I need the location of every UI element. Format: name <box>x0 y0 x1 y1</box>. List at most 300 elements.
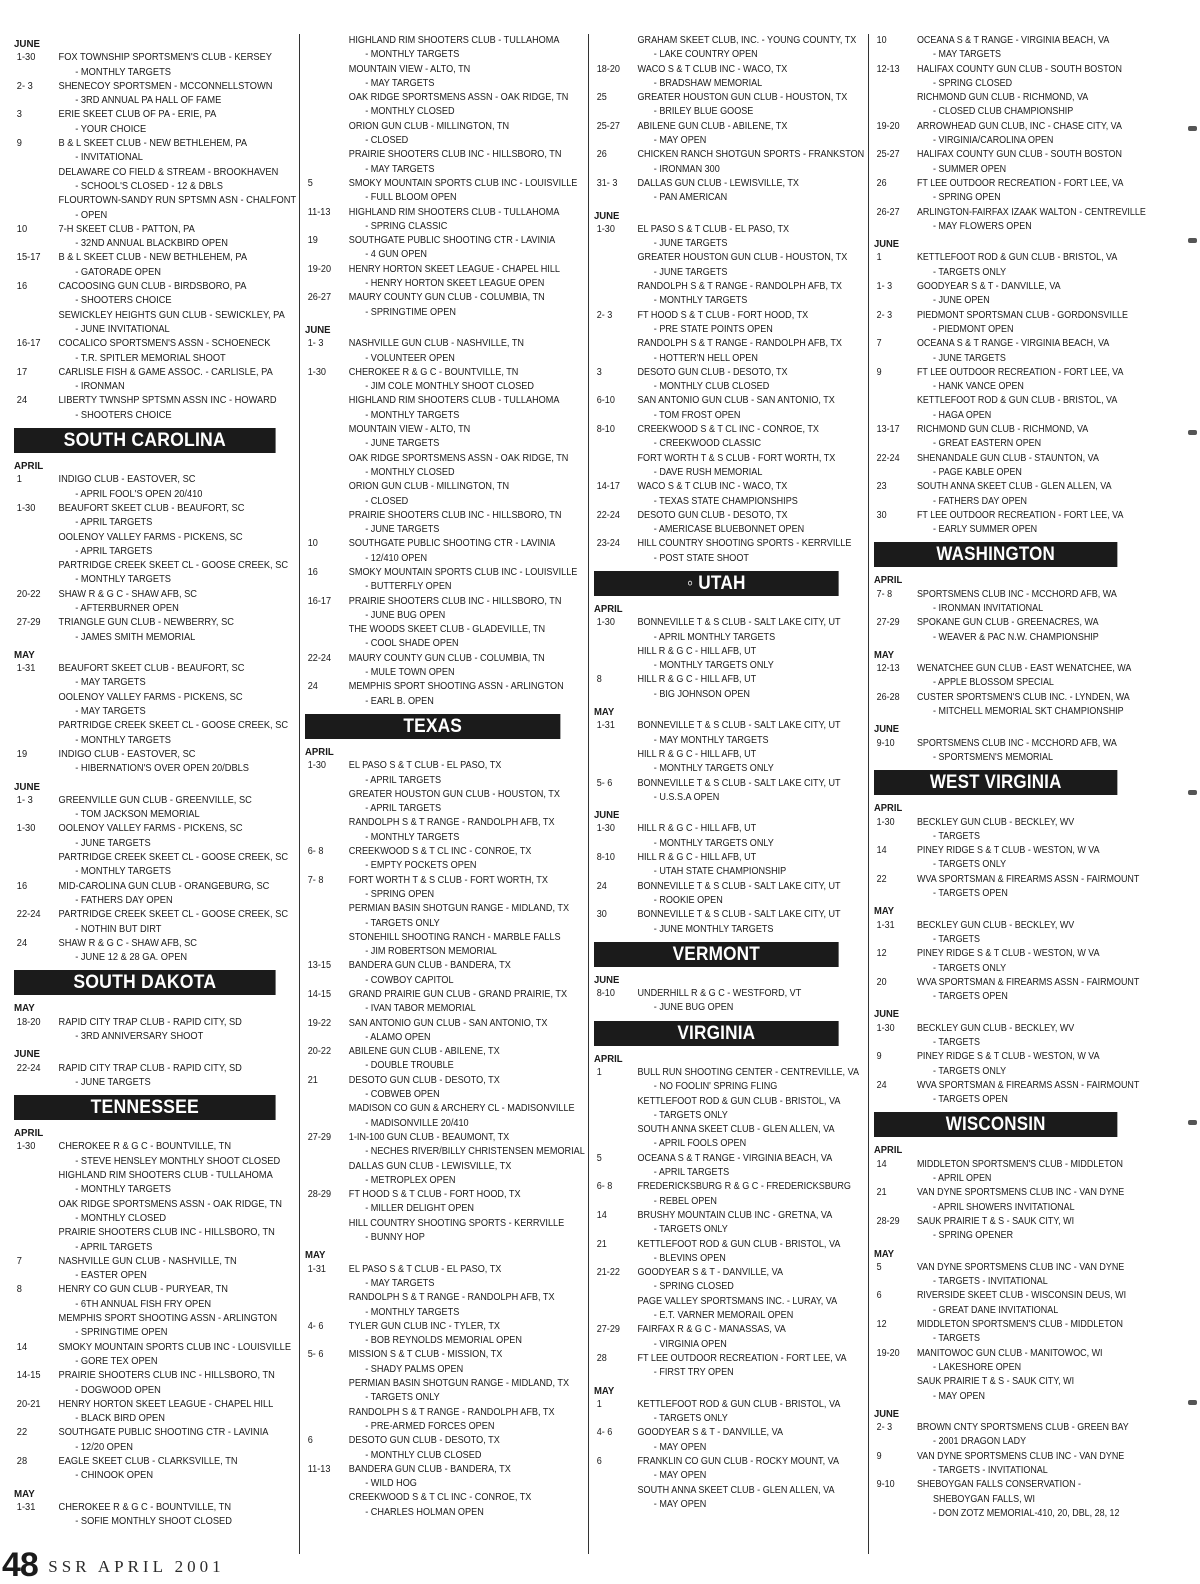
event-date: 22 <box>16 1427 28 1439</box>
event-title: - UTAH STATE CHAMPIONSHIP <box>653 866 787 878</box>
event-entry <box>594 1426 839 1455</box>
event-entry <box>305 931 560 960</box>
event-entry <box>14 1016 276 1045</box>
club-name: HIGHLAND RIM SHOOTERS CLUB - TULLAHOMA <box>348 395 560 407</box>
event-date: 19-20 <box>307 263 332 275</box>
club-name: OCEANA S & T RANGE - VIRGINIA BEACH, VA <box>916 338 1110 350</box>
club-name: EAGLE SKEET CLUB - CLARKSVILLE, TN <box>58 1456 238 1468</box>
event-title: - TARGETS ONLY <box>933 1065 1007 1077</box>
club-name: KETTLEFOOT ROD & GUN CLUB - BRISTOL, VA <box>916 252 1118 264</box>
event-title: - APRIL TARGETS <box>75 545 153 557</box>
event-date: 6 <box>596 1456 602 1468</box>
event-entry <box>305 759 560 788</box>
event-entry <box>874 1318 1123 1347</box>
club-name: BROWN CNTY SPORTSMENS CLUB - GREEN BAY <box>916 1422 1129 1434</box>
event-title: - MONTHLY TARGETS <box>365 831 460 843</box>
month-heading: APRIL <box>14 460 44 473</box>
event-date: 8-10 <box>596 988 615 1000</box>
event-date: 5- 6 <box>596 777 613 789</box>
month-heading: APRIL <box>14 1127 44 1140</box>
month-heading: JUNE <box>14 1048 40 1061</box>
club-name: VAN DYNE SPORTSMENS CLUB INC - VAN DYNE <box>916 1450 1125 1462</box>
month-heading: JUNE <box>874 238 900 251</box>
event-entry <box>14 880 276 909</box>
event-title: - HOTTER'N HELL OPEN <box>653 352 758 364</box>
event-title: - DON ZOTZ MEMORIAL-410, 20, DBL, 28, 12 <box>933 1507 1120 1519</box>
event-entry <box>594 719 839 748</box>
event-title: - NECHES RIVER/BILLY CHRISTENSEN MEMORIAL <box>365 1146 585 1158</box>
event-date: 30 <box>596 909 607 921</box>
event-date: 14 <box>876 1158 887 1170</box>
event-title: - MONTHLY TARGETS <box>365 1306 460 1318</box>
state-heading <box>14 970 276 995</box>
event-title: - PAGE KABLE OPEN <box>933 466 1022 478</box>
event-date: 1- 3 <box>876 281 893 293</box>
event-date: 7- 8 <box>876 588 893 600</box>
event-date: 1-31 <box>307 1263 326 1275</box>
event-entry <box>305 623 560 652</box>
club-name: PRAIRIE SHOOTERS CLUB INC - HILLSBORO, TN <box>58 1227 275 1239</box>
club-name: NASHVILLE GUN CLUB - NASHVILLE, TN <box>348 338 524 350</box>
event-entry <box>305 652 560 681</box>
event-date: 14-15 <box>307 989 332 1000</box>
club-name: BECKLEY GUN CLUB - BECKLEY, WV <box>916 919 1075 931</box>
event-entry <box>14 1062 276 1091</box>
event-date: 2- 3 <box>16 80 33 92</box>
event-date: 1-30 <box>307 366 326 378</box>
club-name: BEAUFORT SKEET CLUB - BEAUFORT, SC <box>58 502 245 514</box>
event-date: 21 <box>307 1074 318 1086</box>
event-entry <box>874 423 1117 452</box>
event-title: - AMERICASE BLUEBONNET OPEN <box>653 524 805 536</box>
event-title: - APRIL SHOWERS INVITATIONAL <box>933 1201 1075 1213</box>
event-title: - PAN AMERICAN <box>653 192 728 204</box>
club-name: FRANKLIN CO GUN CLUB - ROCKY MOUNT, VA <box>637 1456 840 1468</box>
club-name: RICHMOND GUN CLUB - RICHMOND, VA <box>916 92 1089 104</box>
event-title: - SPRING OPENER <box>933 1230 1014 1242</box>
event-entry <box>874 1375 1117 1404</box>
event-entry <box>14 1312 276 1341</box>
event-title: - 2001 DRAGON LADY <box>933 1436 1027 1448</box>
club-name: BECKLEY GUN CLUB - BECKLEY, WV <box>916 1022 1075 1034</box>
event-date: 1-30 <box>307 760 326 772</box>
event-title: - JIM ROBERTSON MEMORIAL <box>365 946 497 958</box>
event-date: 6- 8 <box>307 846 324 858</box>
month-heading: JUNE <box>874 723 900 736</box>
month-heading: JUNE <box>594 973 620 986</box>
event-entry <box>305 1406 560 1435</box>
event-title: - U.S.S.A OPEN <box>653 791 720 803</box>
event-entry <box>14 108 276 137</box>
club-name: UNDERHILL R & G C - WESTFORD, VT <box>637 988 802 1000</box>
event-entry <box>14 337 276 366</box>
event-entry <box>305 63 560 92</box>
club-name: GREATER HOUSTON GUN CLUB - HOUSTON, TX <box>637 252 848 264</box>
event-title: - CLOSED <box>365 135 409 147</box>
event-title: - REBEL OPEN <box>653 1195 717 1207</box>
event-entry <box>594 645 839 674</box>
event-entry <box>14 251 276 280</box>
club-name: ERIE SKEET CLUB OF PA - ERIE, PA <box>58 109 217 121</box>
event-entry <box>874 177 1124 206</box>
event-entry <box>305 988 568 1017</box>
event-date: 15-17 <box>16 252 41 264</box>
event-title: - MONTHLY TARGETS <box>75 866 171 878</box>
event-title: - BRILEY BLUE GOOSE <box>653 106 754 118</box>
club-name: B & L SKEET CLUB - NEW BETHLEHEM, PA <box>58 138 248 150</box>
club-name: ABILENE GUN CLUB - ABILENE, TX <box>348 1046 500 1058</box>
event-entry <box>874 1421 1129 1450</box>
event-entry <box>305 845 560 874</box>
event-title: - MONTHLY TARGETS ONLY <box>653 660 774 672</box>
event-title: - OPEN <box>75 209 108 221</box>
state-heading <box>14 1095 276 1120</box>
event-entry <box>14 137 276 166</box>
event-date: 6 <box>307 1435 313 1447</box>
event-entry <box>874 148 1122 177</box>
event-title: - MAY OPEN <box>653 135 707 147</box>
event-entry <box>594 748 839 777</box>
club-name: RAPID CITY TRAP CLUB - RAPID CITY, SD <box>58 1062 242 1074</box>
event-date: 19 <box>16 748 28 760</box>
event-title: - APRIL TARGETS <box>365 774 442 786</box>
event-entry <box>14 937 276 966</box>
event-date: 14-17 <box>596 481 620 493</box>
event-title: - COOL SHADE OPEN <box>365 638 459 650</box>
club-name: SPORTSMENS CLUB INC - MCCHORD AFB, WA <box>916 737 1117 749</box>
event-entry <box>14 1455 276 1484</box>
club-name: SMOKY MOUNTAIN SPORTS CLUB INC - LOUISVILLE <box>348 177 578 189</box>
event-date: 6-10 <box>596 395 615 407</box>
event-entry <box>594 1066 860 1095</box>
month-heading: MAY <box>14 1487 35 1500</box>
event-date: 4- 6 <box>596 1427 613 1439</box>
event-title: - MAY FLOWERS OPEN <box>933 220 1032 232</box>
column-divider <box>868 34 869 1554</box>
event-date: 25-27 <box>876 149 900 161</box>
state-name: SOUTH CAROLINA <box>63 430 226 452</box>
club-name: KETTLEFOOT ROD & GUN CLUB - BRISTOL, VA <box>916 395 1118 407</box>
club-name: GREATER HOUSTON GUN CLUB - HOUSTON, TX <box>637 92 848 104</box>
state-name: VIRGINIA <box>677 1022 756 1044</box>
event-title: - NOTHIN BUT DIRT <box>75 923 162 935</box>
month-heading: JUNE <box>594 809 620 822</box>
event-entry <box>305 1188 560 1217</box>
month-heading: JUNE <box>594 209 620 222</box>
event-date: 1-30 <box>16 52 36 64</box>
event-title: - APRIL MONTHLY TARGETS <box>653 631 776 643</box>
state-heading <box>874 542 1117 567</box>
event-title: - MAY OPEN <box>653 1470 707 1482</box>
event-entry <box>305 91 569 120</box>
event-date: 7- 8 <box>307 874 324 886</box>
event-entry <box>874 1079 1140 1108</box>
event-date: 27-29 <box>596 1324 620 1336</box>
event-title: - TARGETS ONLY <box>653 1109 728 1121</box>
event-entry <box>594 423 839 452</box>
event-entry <box>594 1209 839 1238</box>
event-date: 5 <box>596 1152 602 1164</box>
event-entry <box>594 91 848 120</box>
event-date: 25 <box>596 92 607 104</box>
event-entry <box>14 822 276 851</box>
event-entry <box>14 1140 281 1169</box>
event-date: 23 <box>876 481 887 493</box>
column-divider <box>299 34 300 1554</box>
event-title: - WEAVER & PAC N.W. CHAMPIONSHIP <box>933 631 1099 643</box>
event-entry <box>14 1226 276 1255</box>
event-entry <box>305 1463 560 1492</box>
event-entry <box>594 1352 847 1381</box>
event-title: - SUMMER OPEN <box>933 163 1007 175</box>
club-name: SHEBOYGAN FALLS CONSERVATION - <box>916 1479 1082 1491</box>
club-name: BECKLEY GUN CLUB - BECKLEY, WV <box>916 816 1075 828</box>
event-title: - BLACK BIRD OPEN <box>75 1413 165 1425</box>
event-date: 21 <box>876 1187 887 1199</box>
event-title: - MONTHLY TARGETS <box>365 409 460 421</box>
event-title: - METROPLEX OPEN <box>365 1174 456 1186</box>
event-title: - BOB REYNOLDS MEMORIAL OPEN <box>365 1335 522 1347</box>
club-name: HIGHLAND RIM SHOOTERS CLUB - TULLAHOMA <box>348 35 560 46</box>
event-title: - TARGETS <box>933 933 980 945</box>
event-title: - MAY OPEN <box>653 1441 707 1453</box>
club-name: BANDERA GUN CLUB - BANDERA, TX <box>348 960 511 972</box>
event-entry <box>305 902 570 931</box>
event-entry <box>874 206 1146 235</box>
month-heading: JUNE <box>874 1008 900 1021</box>
event-title: - JUNE TARGETS <box>653 266 728 278</box>
event-date: 18-20 <box>16 1016 41 1028</box>
state-name: WASHINGTON <box>936 544 1055 566</box>
event-entry <box>305 120 560 149</box>
event-date: 27-29 <box>876 617 900 629</box>
event-entry <box>594 537 852 566</box>
event-entry <box>594 223 839 252</box>
event-title: - JUNE TARGETS <box>365 438 440 450</box>
event-entry <box>594 1095 839 1124</box>
state-name: TEXAS <box>403 715 463 737</box>
event-entry <box>14 851 289 880</box>
club-name: CHEROKEE R & G C - BOUNTVILLE, TN <box>58 1141 232 1153</box>
club-name: SOUTH ANNA SKEET CLUB - GLEN ALLEN, VA <box>916 481 1112 493</box>
club-name: BONNEVILLE T & S CLUB - SALT LAKE CITY, UT <box>637 617 841 629</box>
margin-mark <box>1188 430 1197 435</box>
club-name: MID-CAROLINA GUN CLUB - ORANGEBURG, SC <box>58 880 270 892</box>
event-entry <box>594 366 839 395</box>
club-name: ABILENE GUN CLUB - ABILENE, TX <box>637 120 788 132</box>
state-heading <box>874 1112 1117 1137</box>
event-date: 26-28 <box>876 691 900 703</box>
month-heading: MAY <box>594 1384 615 1397</box>
club-name: SOUTHGATE PUBLIC SHOOTING CTR - LAVINIA <box>58 1427 269 1439</box>
event-entry <box>14 794 276 823</box>
calendar-column-2 <box>305 34 585 1520</box>
event-entry <box>305 1491 560 1520</box>
event-entry <box>874 1289 1127 1318</box>
event-entry <box>874 588 1117 617</box>
event-date: 14-15 <box>16 1370 41 1382</box>
state-heading <box>14 428 276 453</box>
event-date: 28 <box>16 1456 28 1468</box>
club-name: SAN ANTONIO GUN CLUB - SAN ANTONIO, TX <box>637 395 835 407</box>
event-entry <box>14 366 276 395</box>
event-title: - SHOOTERS CHOICE <box>75 409 172 421</box>
event-entry <box>305 874 560 903</box>
club-name: WACO S & T CLUB INC - WACO, TX <box>637 481 788 493</box>
event-entry <box>14 80 276 109</box>
event-title: - TARGETS ONLY <box>653 1413 728 1425</box>
event-title: - PIEDMONT OPEN <box>933 323 1014 335</box>
event-entry <box>14 908 289 937</box>
month-heading: MAY <box>14 648 35 661</box>
event-entry <box>14 1255 276 1284</box>
club-name: MANITOWOC GUN CLUB - MANITOWOC, WI <box>916 1347 1103 1359</box>
club-name: THE WOODS SKEET CLUB - GLADEVILLE, TN <box>348 624 546 636</box>
event-entry <box>594 777 839 806</box>
month-heading: APRIL <box>594 1052 623 1065</box>
column-divider <box>588 34 589 1554</box>
event-date: 1-30 <box>596 223 615 235</box>
event-title: - MONTHLY TARGETS <box>365 49 460 61</box>
event-date: 26 <box>596 149 607 161</box>
event-entry <box>305 452 569 481</box>
event-date: 1- 3 <box>307 338 324 350</box>
event-title: - PRE-ARMED FORCES OPEN <box>365 1420 495 1432</box>
event-title: - MILLER DELIGHT OPEN <box>365 1203 475 1215</box>
state-heading <box>594 1021 839 1046</box>
state-name: SOUTH DAKOTA <box>73 972 217 994</box>
month-heading: MAY <box>874 905 895 918</box>
event-title: - SCHOOL'S CLOSED - 12 & DBLS <box>75 180 223 192</box>
event-entry <box>14 502 276 531</box>
club-name: HIGHLAND RIM SHOOTERS CLUB - TULLAHOMA <box>58 1170 273 1182</box>
event-date: 16 <box>16 880 28 892</box>
club-name: MISSION S & T CLUB - MISSION, TX <box>348 1349 503 1361</box>
club-name: SAN ANTONIO GUN CLUB - SAN ANTONIO, TX <box>348 1017 548 1029</box>
event-date: 10 <box>876 35 887 46</box>
margin-mark <box>1188 790 1197 795</box>
club-name: NASHVILLE GUN CLUB - NASHVILLE, TN <box>58 1255 237 1267</box>
club-name: OAK RIDGE SPORTSMENS ASSN - OAK RIDGE, TN <box>348 92 569 104</box>
event-entry <box>305 366 560 395</box>
club-name: MADISON CO GUN & ARCHERY CL - MADISONVILLE <box>348 1103 575 1115</box>
month-heading: APRIL <box>874 802 903 815</box>
event-entry <box>14 1398 276 1427</box>
event-date: 1-31 <box>16 663 36 675</box>
event-entry <box>594 822 839 851</box>
event-entry <box>305 1320 560 1349</box>
club-name: FLOURTOWN-SANDY RUN SPTSMN ASN - CHALFONT <box>58 195 297 207</box>
club-name: PARTRIDGE CREEK SKEET CL - GOOSE CREEK, SC <box>58 909 289 921</box>
event-entry <box>305 1434 560 1463</box>
event-title: - MONTHLY CLUB CLOSED <box>365 1449 482 1461</box>
event-date: 24 <box>596 880 607 892</box>
club-name: ARLINGTON-FAIRFAX IZAAK WALTON - CENTREVILLE <box>916 206 1146 218</box>
event-title: - ROOKIE OPEN <box>653 894 723 906</box>
event-date: 27-29 <box>16 617 41 629</box>
club-name: PRAIRIE SHOOTERS CLUB INC - HILLSBORO, TN <box>348 595 562 607</box>
club-name: PARTRIDGE CREEK SKEET CL - GOOSE CREEK, SC <box>58 560 289 572</box>
club-name: SEWICKLEY HEIGHTS GUN CLUB - SEWICKLEY, PA <box>58 309 285 321</box>
event-date: 24 <box>16 395 28 407</box>
event-entry <box>305 1377 570 1406</box>
event-entry <box>594 1123 839 1152</box>
event-title: - JIM COLE MONTHLY SHOOT CLOSED <box>365 381 534 393</box>
club-name: SOUTHGATE PUBLIC SHOOTING CTR - LAVINIA <box>348 235 556 247</box>
event-entry <box>305 509 560 538</box>
event-entry <box>14 1198 282 1227</box>
club-name: KETTLEFOOT ROD & GUN CLUB - BRISTOL, VA <box>637 1238 841 1250</box>
event-title: - SPORTSMEN'S MEMORIAL <box>933 751 1053 763</box>
event-entry <box>594 851 839 880</box>
event-entry <box>874 1215 1117 1244</box>
event-title: - BUNNY HOP <box>365 1232 425 1244</box>
club-name: WVA SPORTSMAN & FIREARMS ASSN - FAIRMOUNT <box>916 873 1140 885</box>
club-name: DALLAS GUN CLUB - LEWISVILLE, TX <box>348 1160 512 1172</box>
event-title: - APRIL OPEN <box>933 1173 992 1185</box>
event-title: - ALAMO OPEN <box>365 1031 431 1043</box>
event-entry <box>14 1169 276 1198</box>
event-date: 8-10 <box>596 852 615 864</box>
event-date: 13-17 <box>876 424 900 436</box>
event-date: 27-29 <box>307 1131 332 1143</box>
event-title: - PRE STATE POINTS OPEN <box>653 323 773 335</box>
event-title: - SHOOTERS CHOICE <box>75 295 172 307</box>
event-entry <box>305 480 560 509</box>
event-date: 1 <box>16 474 22 486</box>
event-entry <box>14 1426 276 1455</box>
club-name: CREEKWOOD S & T CL INC - CONROE, TX <box>637 424 819 436</box>
event-title: - BRADSHAW MEMORIAL <box>653 77 763 89</box>
club-name: SHAW R & G C - SHAW AFB, SC <box>58 937 198 949</box>
event-entry <box>594 120 839 149</box>
club-name: SAUK PRAIRIE T & S - SAUK CITY, WI <box>916 1215 1075 1227</box>
event-date: 20 <box>876 976 887 988</box>
event-title: - CREEKWOOD CLASSIC <box>653 438 762 450</box>
event-entry <box>874 120 1122 149</box>
event-entry <box>305 1160 560 1189</box>
event-entry <box>305 1102 575 1131</box>
club-name: SMOKY MOUNTAIN SPORTS CLUB INC - LOUISVILLE <box>348 566 578 578</box>
event-date: 22-24 <box>16 1062 41 1074</box>
event-entry <box>14 1341 292 1370</box>
month-heading: APRIL <box>874 574 903 587</box>
event-entry <box>594 280 842 309</box>
event-title: - E.T. VARNER MEMORAIL OPEN <box>653 1310 794 1322</box>
club-name: CREEKWOOD S & T CL INC - CONROE, TX <box>348 846 532 858</box>
event-date: 19 <box>307 235 318 247</box>
event-title: - APRIL FOOLS OPEN <box>653 1138 747 1150</box>
event-title: - JUNE INVITATIONAL <box>75 323 170 335</box>
event-entry <box>305 423 560 452</box>
event-title: - MAY TARGETS <box>75 706 146 718</box>
event-entry <box>874 394 1117 423</box>
club-name: KETTLEFOOT ROD & GUN CLUB - BRISTOL, VA <box>637 1095 841 1107</box>
club-name: BONNEVILLE T & S CLUB - SALT LAKE CITY, UT <box>637 720 841 732</box>
event-entry <box>874 1022 1117 1051</box>
event-title: SHEBOYGAN FALLS, WI <box>933 1493 1035 1505</box>
event-title: - INVITATIONAL <box>75 152 143 164</box>
event-entry <box>874 251 1117 280</box>
club-name: MIDDLETON SPORTSMEN'S CLUB - MIDDLETON <box>916 1158 1123 1170</box>
event-title: - HANK VANCE OPEN <box>933 381 1024 393</box>
club-name: MIDDLETON SPORTSMEN'S CLUB - MIDDLETON <box>916 1319 1123 1331</box>
club-name: FT LEE OUTDOOR RECREATION - FORT LEE, VA <box>916 177 1124 189</box>
event-title: - HAGA OPEN <box>933 409 992 421</box>
event-title: - MONTHLY TARGETS <box>75 574 171 586</box>
event-entry <box>874 816 1117 845</box>
event-date: 1-31 <box>876 919 895 931</box>
